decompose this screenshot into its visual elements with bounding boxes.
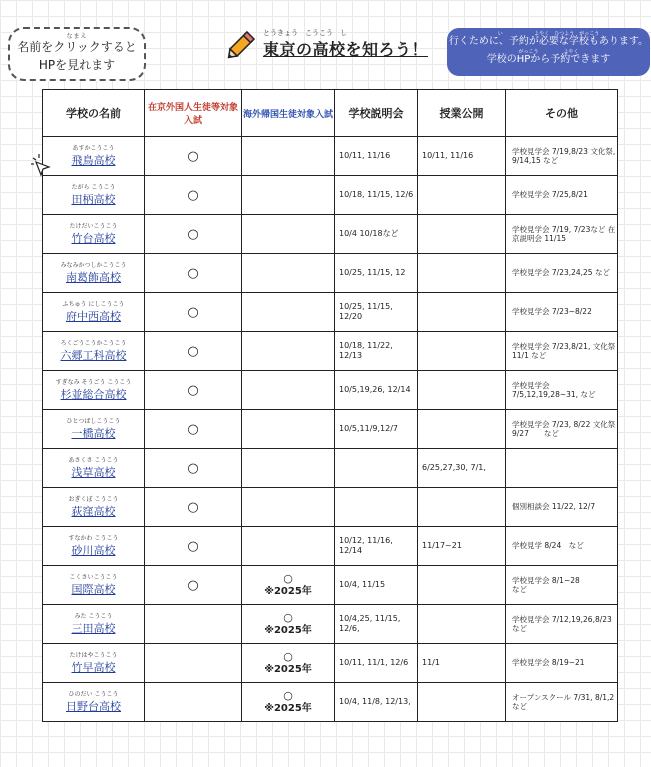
other-cell: 学校見学会 7/23,24,25 など (506, 254, 618, 293)
school-link[interactable]: 一橋高校 (71, 427, 116, 440)
returnee-cell (242, 566, 335, 605)
school-ruby: こくさいこうこう (69, 574, 118, 581)
other-cell: オープンスクール 7/31, 8/1,2 など (506, 683, 618, 722)
school-ruby: すなかわ こうこう (68, 535, 119, 542)
school-name-cell (43, 254, 145, 293)
returnee-year: ※2025年 (264, 624, 312, 636)
resident-cell: ○ (145, 215, 242, 254)
briefing-cell: 10/4, 11/8, 12/13, (335, 683, 418, 722)
openclass-cell: 6/25,27,30, 7/1, (418, 449, 506, 488)
banner-line2: 学校のHPから予約できます (486, 54, 611, 65)
returnee-mark: ○ (283, 611, 293, 625)
note-line1: 名前をクリックすると (17, 40, 137, 54)
openclass-cell (418, 566, 506, 605)
briefing-cell (335, 488, 418, 527)
returnee-cell (242, 293, 335, 332)
school-name-cell (43, 605, 145, 644)
table-row (43, 371, 618, 410)
resident-cell: ○ (145, 137, 242, 176)
header-other: その他 (506, 90, 618, 137)
schools-table-wrapper (42, 89, 645, 722)
school-link[interactable]: 田柄高校 (71, 193, 116, 206)
school-ruby: あすかこうこう (72, 145, 115, 152)
resident-cell (145, 683, 242, 722)
table-row (43, 449, 618, 488)
other-cell: 学校見学会 7/19,8/23 文化祭, 9/14,15 など (506, 137, 618, 176)
school-ruby: すぎなみ そうごう こうこう (55, 379, 132, 386)
school-name-cell (43, 410, 145, 449)
resident-cell: ○ (145, 332, 242, 371)
school-link[interactable]: 荻窪高校 (71, 505, 116, 518)
briefing-cell: 10/11, 11/16 (335, 137, 418, 176)
school-name-cell (43, 137, 145, 176)
briefing-cell: 10/12, 11/16, 12/14 (335, 527, 418, 566)
school-name-cell (43, 332, 145, 371)
returnee-cell (242, 410, 335, 449)
briefing-cell: 10/11, 11/1, 12/6 (335, 644, 418, 683)
pencil-icon (222, 24, 262, 64)
briefing-cell (335, 449, 418, 488)
school-link[interactable]: 飛鳥高校 (71, 154, 116, 167)
resident-cell: ○ (145, 488, 242, 527)
returnee-year: ※2025年 (264, 702, 312, 714)
school-ruby: たがら こうこう (71, 184, 116, 191)
openclass-cell (418, 215, 506, 254)
schools-table (42, 89, 645, 722)
school-link[interactable]: 六郷工科高校 (60, 349, 127, 362)
banner-ruby2: がっこう よやく (518, 49, 579, 55)
table-header-row (43, 90, 618, 137)
returnee-cell (242, 605, 335, 644)
other-cell: 学校見学会 7/23~8/22 (506, 293, 618, 332)
school-name-cell (43, 488, 145, 527)
school-link[interactable]: 杉並総合高校 (60, 388, 127, 401)
table-row (43, 683, 618, 722)
openclass-cell (418, 683, 506, 722)
briefing-cell: 10/4 10/18など (335, 215, 418, 254)
school-name-cell (43, 683, 145, 722)
returnee-cell (242, 176, 335, 215)
click-cursor-icon (30, 152, 56, 178)
resident-cell: ○ (145, 293, 242, 332)
returnee-mark: ○ (283, 650, 293, 664)
school-ruby: ひとつばしこうこう (66, 418, 121, 425)
school-link[interactable]: 竹早高校 (71, 661, 116, 674)
resident-cell: ○ (145, 566, 242, 605)
header-returnee: 海外帰国生徒対象入試 (242, 90, 335, 137)
table-row (43, 293, 618, 332)
header-briefing: 学校説明会 (335, 90, 418, 137)
school-ruby: ひのだい こうこう (68, 691, 119, 698)
openclass-cell (418, 371, 506, 410)
resident-cell (145, 644, 242, 683)
title-text: 東京の高校を知ろう！ (263, 40, 429, 59)
header-name: 学校の名前 (43, 90, 145, 137)
openclass-cell (418, 410, 506, 449)
school-name-cell (43, 449, 145, 488)
returnee-cell (242, 332, 335, 371)
table-row (43, 605, 618, 644)
openclass-cell: 11/1 (418, 644, 506, 683)
returnee-cell (242, 683, 335, 722)
openclass-cell (418, 488, 506, 527)
school-name-cell (43, 293, 145, 332)
school-link[interactable]: 日野台高校 (66, 700, 121, 713)
openclass-cell (418, 176, 506, 215)
note-ruby: なまえ (66, 33, 88, 40)
returnee-cell (242, 644, 335, 683)
briefing-cell: 10/25, 11/15, 12 (335, 254, 418, 293)
table-row (43, 644, 618, 683)
briefing-cell: 10/18, 11/15, 12/6 (335, 176, 418, 215)
returnee-cell (242, 449, 335, 488)
other-cell: 学校見学会 7/5,12,19,28~31, など (506, 371, 618, 410)
openclass-cell: 11/17~21 (418, 527, 506, 566)
resident-cell (145, 605, 242, 644)
returnee-cell (242, 137, 335, 176)
school-ruby: たけはやこうこう (69, 652, 118, 659)
openclass-cell (418, 293, 506, 332)
other-cell: 個別相談会 11/22, 12/7 (506, 488, 618, 527)
returnee-cell (242, 488, 335, 527)
header-resident: 在京外国人生徒等対象入試 (145, 90, 242, 137)
other-cell: 学校見学会 7/25,8/21 (506, 176, 618, 215)
school-link[interactable]: 竹台高校 (71, 232, 116, 245)
school-ruby: あさくさ こうこう (68, 457, 119, 464)
briefing-cell: 10/4, 11/15 (335, 566, 418, 605)
school-ruby: ろくごうこうかこうこう (60, 340, 127, 347)
other-cell: 学校見学会 7/12,19,26,8/23 など (506, 605, 618, 644)
school-name-cell (43, 176, 145, 215)
school-name-cell (43, 371, 145, 410)
school-link[interactable]: 三田高校 (71, 622, 116, 635)
returnee-cell (242, 527, 335, 566)
resident-cell: ○ (145, 371, 242, 410)
table-row (43, 254, 618, 293)
returnee-cell (242, 371, 335, 410)
other-cell (506, 449, 618, 488)
school-ruby: たけだいこうこう (69, 223, 118, 230)
banner-line1: 行くために、予約が必要な学校もあります。 (448, 36, 649, 47)
other-cell: 学校見学会 8/1~28 など (506, 566, 618, 605)
school-link[interactable]: 砂川高校 (71, 544, 116, 557)
school-ruby: ふちゅう にしこうこう (62, 301, 125, 308)
openclass-cell (418, 332, 506, 371)
banner-ruby1: い よやく ひつよう がっこう (497, 31, 600, 37)
school-name-cell (43, 566, 145, 605)
other-cell: 学校見学会 7/19, 7/23など 在京説明会 11/15 (506, 215, 618, 254)
school-link[interactable]: 浅草高校 (71, 466, 116, 479)
school-ruby: みた こうこう (74, 613, 113, 620)
other-cell: 学校見学 8/24 など (506, 527, 618, 566)
briefing-cell: 10/4,25, 11/15, 12/6, (335, 605, 418, 644)
resident-cell: ○ (145, 410, 242, 449)
openclass-cell (418, 605, 506, 644)
resident-cell: ○ (145, 527, 242, 566)
briefing-cell: 10/25, 11/15, 12/20 (335, 293, 418, 332)
returnee-year: ※2025年 (264, 585, 312, 597)
returnee-cell (242, 254, 335, 293)
school-ruby: おぎくぼ こうこう (68, 496, 119, 503)
school-link[interactable]: 南葛飾高校 (66, 271, 121, 284)
returnee-mark: ○ (283, 572, 293, 586)
table-row (43, 566, 618, 605)
table-body (43, 137, 645, 722)
table-row (43, 488, 618, 527)
other-cell: 学校見学会 8/19~21 (506, 644, 618, 683)
resident-cell: ○ (145, 176, 242, 215)
school-link[interactable]: 府中西高校 (66, 310, 121, 323)
school-name-cell (43, 215, 145, 254)
table-row (43, 332, 618, 371)
school-ruby: みなみかつしかこうこう (60, 262, 127, 269)
openclass-cell (418, 254, 506, 293)
other-cell: 学校見学会 7/23, 8/22 文化祭 9/27 など (506, 410, 618, 449)
table-row (43, 176, 618, 215)
briefing-cell: 10/18, 11/22, 12/13 (335, 332, 418, 371)
note-line2: HPを見れます (38, 57, 116, 72)
reservation-banner (447, 28, 650, 76)
resident-cell: ○ (145, 449, 242, 488)
header-openclass: 授業公開 (418, 90, 506, 137)
table-row (43, 215, 618, 254)
school-name-cell (43, 644, 145, 683)
returnee-year: ※2025年 (264, 663, 312, 675)
briefing-cell: 10/5,19,26, 12/14 (335, 371, 418, 410)
school-name-cell (43, 527, 145, 566)
briefing-cell: 10/5,11/9,12/7 (335, 410, 418, 449)
returnee-cell (242, 215, 335, 254)
instruction-note (8, 27, 146, 81)
table-row (43, 527, 618, 566)
school-link[interactable]: 国際高校 (71, 583, 116, 596)
table-row (43, 410, 618, 449)
openclass-cell: 10/11, 11/16 (418, 137, 506, 176)
title-ruby: とうきょう こうこう し (263, 29, 347, 37)
other-cell: 学校見学会 7/23,8/21, 文化祭 11/1 など (506, 332, 618, 371)
resident-cell: ○ (145, 254, 242, 293)
table-row (43, 137, 618, 176)
page-title (263, 28, 428, 60)
returnee-mark: ○ (283, 689, 293, 703)
